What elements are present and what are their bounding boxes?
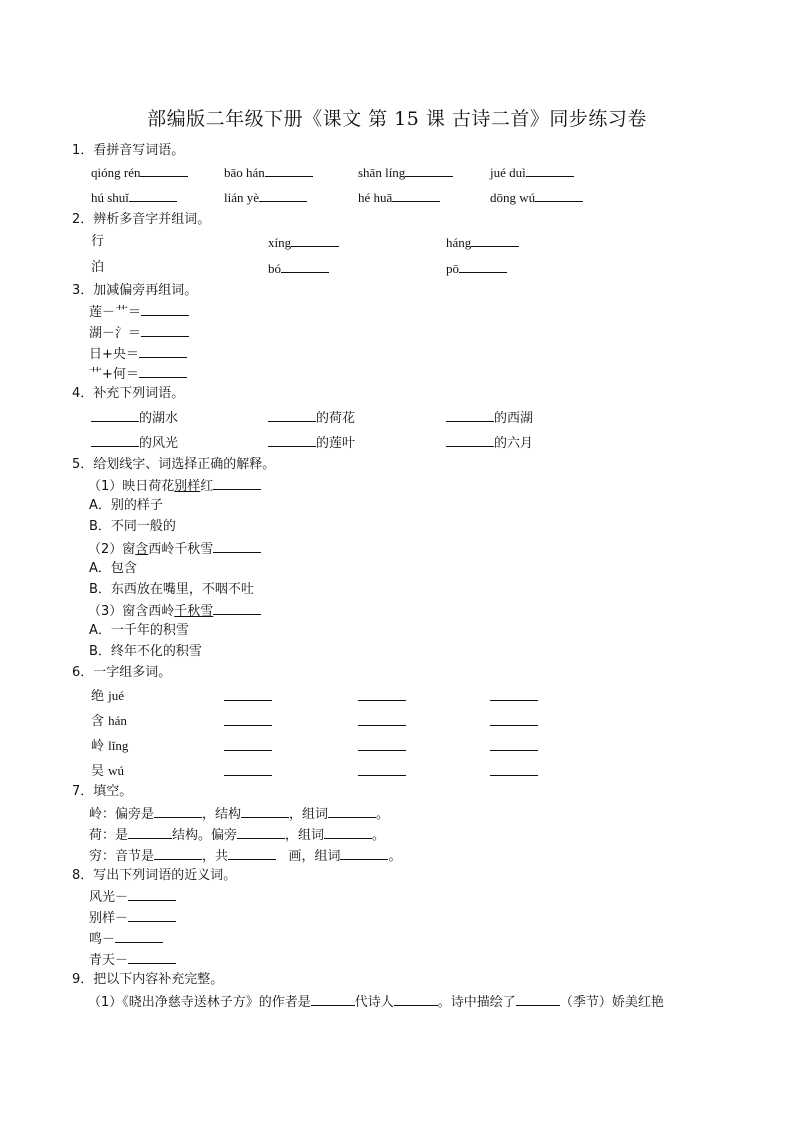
q8-heading: 8．写出下列词语的近义词。 [72,868,237,883]
answer-blank[interactable] [128,888,176,901]
q3-item: 莲－艹＝ [89,303,189,321]
answer-blank[interactable] [141,303,189,316]
answer-blank[interactable] [324,826,372,839]
q2-item: pō [446,260,507,278]
answer-blank[interactable] [129,189,177,202]
answer-blank[interactable] [358,738,406,751]
q3-item: 艹+何＝ [89,365,187,383]
answer-blank[interactable] [459,260,507,273]
answer-blank[interactable] [213,602,261,615]
answer-blank[interactable] [490,688,538,701]
answer-blank[interactable] [328,805,376,818]
answer-blank[interactable] [224,763,272,776]
q9-heading: 9．把以下内容补充完整。 [72,972,224,987]
answer-blank[interactable] [128,951,176,964]
answer-blank[interactable] [394,993,438,1006]
q6-char: 含 hán [91,713,127,729]
answer-blank[interactable] [224,738,272,751]
answer-blank[interactable] [471,234,519,247]
q2-item: bó [268,260,329,278]
answer-blank[interactable] [213,477,261,490]
q4-item: 的莲叶 [268,434,355,452]
q6-char: 吴 wú [91,763,125,779]
answer-blank[interactable] [91,434,139,447]
answer-blank[interactable] [535,189,583,202]
answer-blank[interactable] [228,847,276,860]
q4-item: 的风光 [91,434,178,452]
answer-blank[interactable] [115,930,163,943]
answer-blank[interactable] [358,763,406,776]
q3-item: 湖－氵＝ [89,324,189,342]
q1-item: bāo hán [224,164,313,182]
answer-blank[interactable] [237,826,285,839]
q1-heading: 1．看拼音写词语。 [72,143,185,158]
answer-blank[interactable] [265,164,313,177]
answer-blank[interactable] [516,993,560,1006]
answer-blank[interactable] [358,713,406,726]
q7-line: 岭：偏旁是 ，结构 ，组词 。 [89,807,390,822]
q2-char: 泊 [91,260,105,275]
answer-blank[interactable] [154,847,202,860]
answer-blank[interactable] [291,234,339,247]
q4-item: 的湖水 [91,409,178,427]
q2-item: xíng [268,234,339,252]
q5-sub-question: （2）窗含西岭千秋雪 [88,540,261,558]
q1-item: hé huā [358,189,440,207]
q5-heading: 5．给划线字、词选择正确的解释。 [72,457,276,472]
answer-blank[interactable] [405,164,453,177]
answer-blank[interactable] [141,324,189,337]
answer-blank[interactable] [139,345,187,358]
q1-item: dōng wú [490,189,583,207]
q8-item: 鸣－ [89,930,163,948]
q4-item: 的荷花 [268,409,355,427]
answer-blank[interactable] [358,688,406,701]
q7-line: 穷：音节是 ，共 画，组词 。 [89,849,402,864]
q5-option: B．东西放在嘴里，不咽不吐 [89,582,254,597]
answer-blank[interactable] [281,260,329,273]
q2-char: 行 [91,234,105,249]
answer-blank[interactable] [140,164,188,177]
q4-item: 的六月 [446,434,533,452]
q1-item: lián yè [224,189,307,207]
answer-blank[interactable] [224,688,272,701]
q5-option: B．不同一般的 [89,519,176,534]
answer-blank[interactable] [139,365,187,378]
q1-item: jué duì [490,164,574,182]
answer-blank[interactable] [311,993,355,1006]
answer-blank[interactable] [224,713,272,726]
q5-option: A．一千年的积雪 [89,623,189,638]
answer-blank[interactable] [446,409,494,422]
q8-item: 别样－ [89,909,176,927]
q5-sub-question: （1）映日荷花别样红 [88,477,261,495]
q5-sub-question: （3）窗含西岭千秋雪 [88,602,261,620]
answer-blank[interactable] [91,409,139,422]
answer-blank[interactable] [446,434,494,447]
answer-blank[interactable] [526,164,574,177]
q3-heading: 3．加减偏旁再组词。 [72,283,198,298]
q5-option: B．终年不化的积雪 [89,644,202,659]
answer-blank[interactable] [154,805,202,818]
answer-blank[interactable] [340,847,388,860]
q5-option: A．包含 [89,561,137,576]
answer-blank[interactable] [268,434,316,447]
answer-blank[interactable] [490,763,538,776]
q7-line: 荷：是 结构。偏旁 ，组词 。 [89,828,386,843]
q1-item: shān líng [358,164,453,182]
q2-item: háng [446,234,519,252]
answer-blank[interactable] [241,805,289,818]
q3-item: 日+央＝ [89,345,187,363]
q1-item: qióng rén [91,164,188,182]
answer-blank[interactable] [128,909,176,922]
answer-blank[interactable] [213,540,261,553]
answer-blank[interactable] [490,713,538,726]
q8-item: 风光－ [89,888,176,906]
q4-item: 的西湖 [446,409,533,427]
q8-item: 青天－ [89,951,176,969]
answer-blank[interactable] [392,189,440,202]
q9-line: （1）《晓出净慈寺送林子方》的作者是 代诗人 。诗中描绘了 （季节）娇美红艳 [88,995,664,1010]
q4-heading: 4．补充下列词语。 [72,386,185,401]
q6-char: 绝 jué [91,688,125,704]
answer-blank[interactable] [490,738,538,751]
page-title: 部编版二年级下册《课文 第 15 课 古诗二首》同步练习卷 [147,108,647,130]
q7-heading: 7．填空。 [72,784,133,799]
q5-option: A．别的样子 [89,498,163,513]
answer-blank[interactable] [259,189,307,202]
q2-heading: 2．辨析多音字并组词。 [72,212,211,227]
q6-char: 岭 lǐng [91,738,129,754]
q1-item: hú shuǐ [91,189,177,207]
answer-blank[interactable] [128,826,172,839]
answer-blank[interactable] [268,409,316,422]
q6-heading: 6．一字组多词。 [72,665,172,680]
